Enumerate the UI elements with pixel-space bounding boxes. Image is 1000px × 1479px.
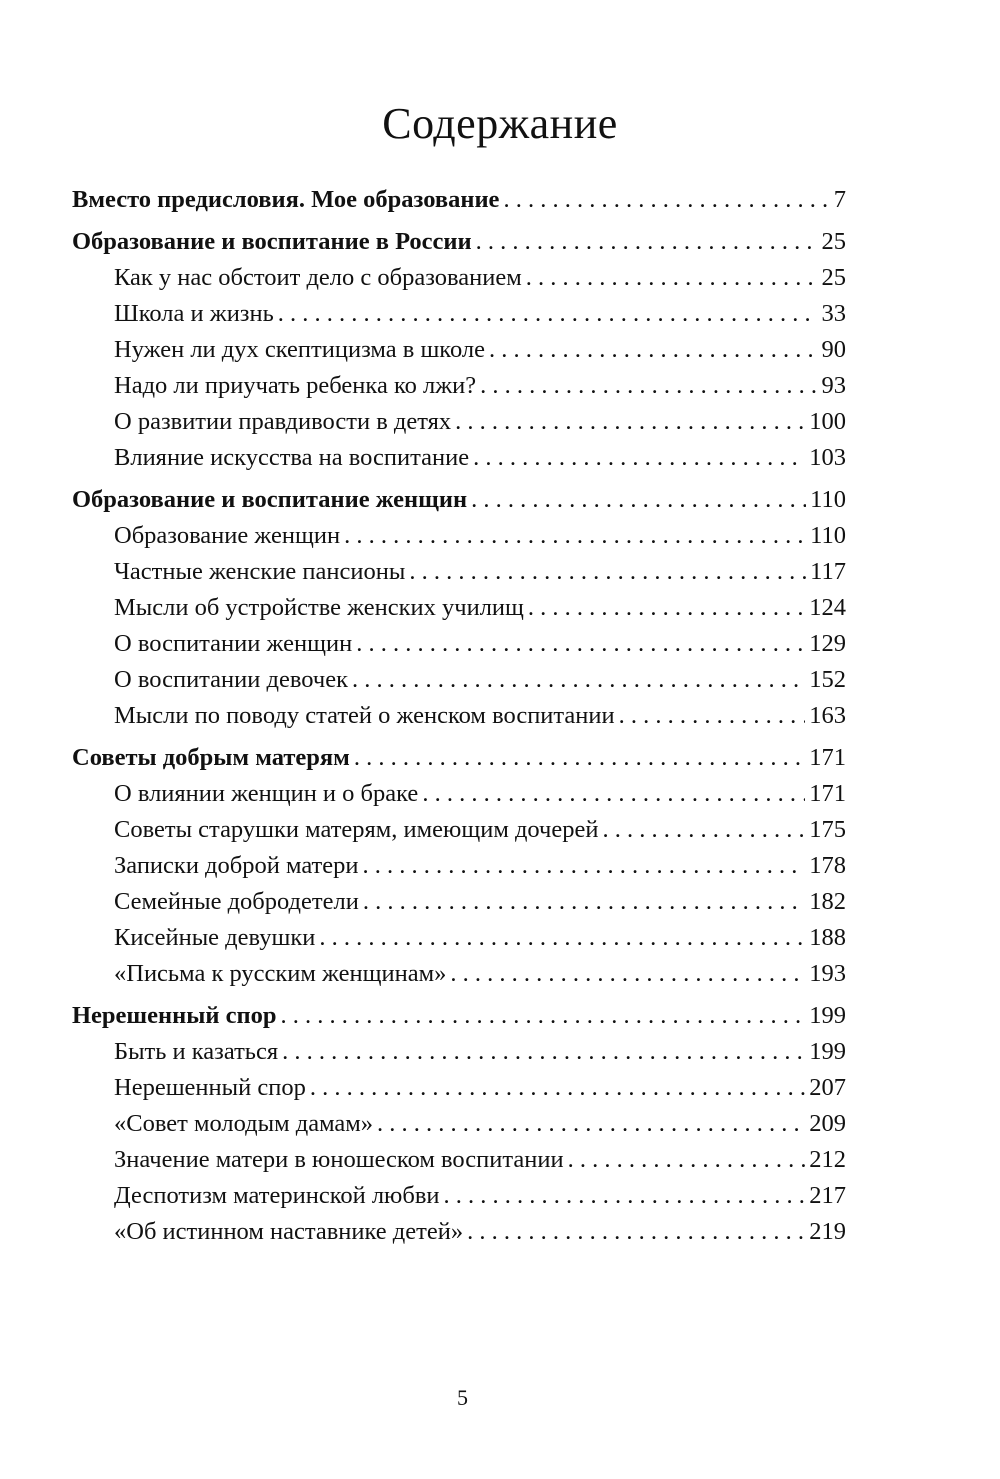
toc-entry-title: О воспитании девочек — [114, 666, 348, 693]
toc-entry-page: 199 — [809, 1038, 846, 1065]
toc-entry-title: Вместо предисловия. Мое образование — [72, 186, 500, 213]
toc-entry-page: 110 — [810, 486, 846, 513]
dot-leader — [409, 554, 806, 590]
toc-entry-page: 175 — [809, 816, 846, 843]
toc-entry-page: 93 — [821, 372, 846, 399]
toc-entry[interactable] — [72, 260, 846, 296]
toc-entry[interactable] — [72, 368, 846, 404]
toc-entry[interactable] — [72, 884, 846, 920]
toc-entry[interactable] — [72, 1142, 846, 1178]
toc-entry-title: Образование и воспитание женщин — [72, 486, 468, 513]
dot-leader — [363, 884, 805, 920]
toc-entry-page: 25 — [821, 228, 846, 255]
toc-entry-page: 217 — [809, 1182, 846, 1209]
dot-leader — [344, 518, 806, 554]
toc-entry[interactable] — [72, 296, 846, 332]
toc-entry[interactable] — [72, 590, 846, 626]
toc-section-heading[interactable] — [72, 998, 846, 1034]
dot-leader — [319, 920, 805, 956]
dot-leader — [619, 698, 806, 734]
toc-entry-page: 193 — [809, 960, 846, 987]
toc-entry-title: Записки доброй матери — [114, 852, 359, 879]
toc-entry-title: Мысли об устройстве женских училищ — [114, 594, 524, 621]
toc-entry-title: О влиянии женщин и о браке — [114, 780, 419, 807]
toc-entry-page: 152 — [809, 666, 846, 693]
dot-leader — [528, 590, 805, 626]
dot-leader — [422, 776, 805, 812]
dot-leader — [476, 224, 818, 260]
toc-entry-title: Деспотизм материнской любви — [114, 1182, 440, 1209]
toc-entry-title: Школа и жизнь — [114, 300, 274, 327]
toc-entry-page: 124 — [809, 594, 846, 621]
toc-entry-page: 178 — [809, 852, 846, 879]
toc-entry[interactable] — [72, 404, 846, 440]
toc-entry[interactable] — [72, 698, 846, 734]
dot-leader — [282, 1034, 805, 1070]
toc-section — [72, 482, 846, 734]
toc-entry-page: 163 — [809, 702, 846, 729]
toc-section-heading[interactable] — [72, 740, 846, 776]
toc-section — [72, 224, 846, 476]
dot-leader — [602, 812, 805, 848]
page-title: Содержание — [382, 99, 618, 148]
dot-leader — [444, 1178, 806, 1214]
toc-entry-title: «Письма к русским женщинам» — [114, 960, 447, 987]
dot-leader — [489, 332, 818, 368]
toc-entry-title: Образование и воспитание в России — [72, 228, 472, 255]
toc-entry-title: Советы старушки матерям, имеющим дочерей — [114, 816, 599, 843]
toc-entry[interactable] — [72, 920, 846, 956]
toc-entry[interactable] — [72, 518, 846, 554]
toc-entry-title: «Совет молодым дамам» — [114, 1110, 374, 1137]
toc-entry-title: Нерешенный спор — [72, 1002, 277, 1029]
toc-entry-page: 207 — [809, 1074, 846, 1101]
toc-entry[interactable] — [72, 1034, 846, 1070]
toc-entry[interactable] — [72, 626, 846, 662]
toc-entry-title: Как у нас обстоит дело с образованием — [114, 264, 522, 291]
toc-section — [72, 998, 846, 1250]
dot-leader — [356, 626, 805, 662]
dot-leader — [471, 482, 806, 518]
toc-entry[interactable] — [72, 1070, 846, 1106]
toc-entry-page: 171 — [809, 780, 846, 807]
toc-entry-title: Влияние искусства на воспитание — [114, 444, 470, 471]
toc-entry[interactable] — [72, 1214, 846, 1250]
toc-entry-title: Нужен ли дух скептицизма в школе — [114, 336, 485, 363]
toc-entry-page: 182 — [809, 888, 846, 915]
toc-section — [72, 182, 846, 218]
toc-entry-title: Мысли по поводу статей о женском воспитании — [114, 702, 615, 729]
toc-entry[interactable] — [72, 332, 846, 368]
toc-entry-title: О воспитании женщин — [114, 630, 353, 657]
toc-entry[interactable] — [72, 812, 846, 848]
dot-leader — [568, 1142, 806, 1178]
toc-entry-page: 209 — [809, 1110, 846, 1137]
dot-leader — [503, 182, 829, 218]
toc-entry-page: 7 — [833, 186, 846, 213]
toc-entry-title: Семейные добродетели — [114, 888, 359, 915]
toc-entry-title: Образование женщин — [114, 522, 341, 549]
toc-entry-title: Кисейные девушки — [114, 924, 316, 951]
toc-entry-page: 171 — [809, 744, 846, 771]
table-of-contents — [72, 182, 846, 1256]
toc-entry-page: 219 — [809, 1218, 846, 1245]
page-number: 5 — [457, 1385, 468, 1410]
toc-entry-title: Советы добрым матерям — [72, 744, 350, 771]
dot-leader — [352, 662, 805, 698]
dot-leader — [455, 404, 805, 440]
dot-leader — [377, 1106, 805, 1142]
toc-entry-title: Надо ли приучать ребенка ко лжи? — [114, 372, 477, 399]
toc-entry[interactable] — [72, 662, 846, 698]
toc-entry[interactable] — [72, 554, 846, 590]
toc-entry-page: 188 — [809, 924, 846, 951]
toc-entry-page: 90 — [821, 336, 846, 363]
toc-entry[interactable] — [72, 956, 846, 992]
toc-section-heading[interactable] — [72, 182, 846, 218]
toc-entry-page: 212 — [809, 1146, 846, 1173]
toc-entry[interactable] — [72, 1106, 846, 1142]
toc-entry-page: 103 — [809, 444, 846, 471]
toc-entry-page: 129 — [809, 630, 846, 657]
toc-entry-page: 117 — [810, 558, 846, 585]
dot-leader — [467, 1214, 805, 1250]
dot-leader — [280, 998, 805, 1034]
toc-entry-title: Нерешенный спор — [114, 1074, 306, 1101]
toc-section — [72, 740, 846, 992]
toc-entry-title: «Об истинном наставнике детей» — [114, 1218, 464, 1245]
toc-entry[interactable] — [72, 440, 846, 476]
toc-entry-page: 110 — [810, 522, 846, 549]
toc-section-heading[interactable] — [72, 482, 846, 518]
toc-entry-page: 199 — [809, 1002, 846, 1029]
dot-leader — [363, 848, 806, 884]
toc-entry-page: 100 — [809, 408, 846, 435]
toc-entry-page: 33 — [821, 300, 846, 327]
dot-leader — [450, 956, 805, 992]
toc-section-heading[interactable] — [72, 224, 846, 260]
toc-entry[interactable] — [72, 848, 846, 884]
toc-entry-title: Частные женские пансионы — [114, 558, 406, 585]
dot-leader — [310, 1070, 805, 1106]
dot-leader — [526, 260, 818, 296]
toc-entry[interactable] — [72, 776, 846, 812]
toc-entry-title: Значение матери в юношеском воспитании — [114, 1146, 564, 1173]
dot-leader — [278, 296, 818, 332]
toc-entry-title: Быть и казаться — [114, 1038, 279, 1065]
toc-entry[interactable] — [72, 1178, 846, 1214]
dot-leader — [480, 368, 817, 404]
dot-leader — [354, 740, 805, 776]
dot-leader — [473, 440, 805, 476]
toc-entry-page: 25 — [821, 264, 846, 291]
toc-entry-title: О развитии правдивости в детях — [114, 408, 452, 435]
